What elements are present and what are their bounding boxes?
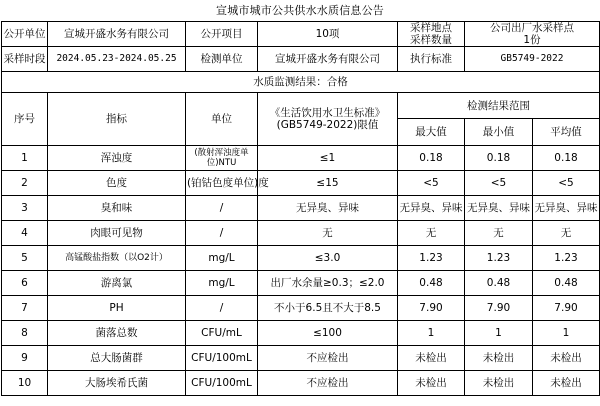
- header-indicator: 指标: [48, 93, 186, 146]
- header-avg: 平均值: [533, 119, 600, 146]
- row-seq: 9: [2, 346, 48, 371]
- row-avg: 0.18: [533, 146, 600, 171]
- header-limit-line2: (GB5749-2022)限值: [276, 119, 379, 131]
- row-max: 7.90: [398, 296, 465, 321]
- row-unit: /: [186, 296, 258, 321]
- row-seq: 1: [2, 146, 48, 171]
- row-min: 无: [465, 221, 533, 246]
- row-avg: 1: [533, 321, 600, 346]
- row-min: 0.18: [465, 146, 533, 171]
- row-seq: 7: [2, 296, 48, 321]
- row-avg: 未检出: [533, 346, 600, 371]
- row-limit: ≤100: [258, 321, 398, 346]
- row-avg: <5: [533, 171, 600, 196]
- row-indicator: 浑浊度: [48, 146, 186, 171]
- table-row: [2, 346, 600, 371]
- sample-label: [398, 22, 465, 47]
- table-row: [2, 196, 600, 221]
- row-indicator: 大肠埃希氏菌: [48, 371, 186, 396]
- row-min: 未检出: [465, 371, 533, 396]
- row-indicator: 菌落总数: [48, 321, 186, 346]
- row-min: 1.23: [465, 246, 533, 271]
- row-seq: 10: [2, 371, 48, 396]
- row-indicator: 臭和味: [48, 196, 186, 221]
- row-avg: 未检出: [533, 371, 600, 396]
- row-indicator: 游离氯: [48, 271, 186, 296]
- header-min: 最小值: [465, 119, 533, 146]
- header-range: 检测结果范围: [398, 93, 600, 119]
- row-limit: 不应检出: [258, 371, 398, 396]
- row-indicator: 色度: [48, 171, 186, 196]
- row-indicator: PH: [48, 296, 186, 321]
- row-max: 未检出: [398, 346, 465, 371]
- row-max: 0.18: [398, 146, 465, 171]
- row-max: 无异臭、异味: [398, 196, 465, 221]
- header-seq: 序号: [2, 93, 48, 146]
- header-limit: [258, 93, 398, 146]
- row-min: 无异臭、异味: [465, 196, 533, 221]
- row-avg: 无异臭、异味: [533, 196, 600, 221]
- project-value: 10项: [258, 22, 398, 47]
- row-seq: 6: [2, 271, 48, 296]
- row-seq: 5: [2, 246, 48, 271]
- row-max: 0.48: [398, 271, 465, 296]
- row-seq: 2: [2, 171, 48, 196]
- row-seq: 8: [2, 321, 48, 346]
- header-unit: 单位: [186, 93, 258, 146]
- row-avg: 无: [533, 221, 600, 246]
- row-limit: ≤1: [258, 146, 398, 171]
- table-row: [2, 221, 600, 246]
- header-limit-line1: 《生活饮用水卫生标准》: [269, 107, 386, 119]
- table-row: [2, 271, 600, 296]
- row-max: 无: [398, 221, 465, 246]
- row-avg: 1.23: [533, 246, 600, 271]
- row-limit: ≤3.0: [258, 246, 398, 271]
- row-limit: 不小于6.5且不大于8.5: [258, 296, 398, 321]
- period-label: 采样时段: [2, 47, 48, 72]
- result-text: 水质监测结果：合格: [2, 72, 600, 93]
- lab-value: 宣城开盛水务有限公司: [258, 47, 398, 72]
- row-avg: 0.48: [533, 271, 600, 296]
- table-row: [2, 371, 600, 396]
- sample-location-value: 公司出厂水采样点: [490, 22, 574, 34]
- row-limit: 无异臭、异味: [258, 196, 398, 221]
- row-limit: 无: [258, 221, 398, 246]
- row-avg: 7.90: [533, 296, 600, 321]
- table-row: [2, 246, 600, 271]
- period-value: 2024.05.23-2024.05.25: [48, 47, 186, 72]
- row-limit: 不应检出: [258, 346, 398, 371]
- result-row: [2, 72, 600, 93]
- row-unit: CFU/100mL: [186, 371, 258, 396]
- row-indicator: 肉眼可见物: [48, 221, 186, 246]
- sample-count-value: 1份: [523, 34, 541, 46]
- row-unit: (散射浑浊度单位)NTU: [186, 146, 258, 171]
- page-title: 宣城市城市公共供水水质信息公告: [216, 4, 384, 17]
- table-row: [2, 296, 600, 321]
- table-row: [2, 146, 600, 171]
- data-rows: [2, 146, 600, 396]
- row-max: 1: [398, 321, 465, 346]
- sample-value: [465, 22, 600, 47]
- row-indicator: 总大肠菌群: [48, 346, 186, 371]
- row-unit: CFU/mL: [186, 321, 258, 346]
- standard-label: 执行标准: [398, 47, 465, 72]
- info-row-1: [2, 22, 600, 47]
- header-max: 最大值: [398, 119, 465, 146]
- sample-count-label: 采样数量: [410, 34, 452, 46]
- row-seq: 4: [2, 221, 48, 246]
- sample-location-label: 采样地点: [410, 22, 452, 34]
- table-row: [2, 171, 600, 196]
- row-limit: ≤15: [258, 171, 398, 196]
- row-seq: 3: [2, 196, 48, 221]
- row-unit: (铂钴色度单位)度: [186, 171, 258, 196]
- notice-table: [1, 21, 600, 396]
- row-min: 未检出: [465, 346, 533, 371]
- lab-label: 检测单位: [186, 47, 258, 72]
- standard-value: GB5749-2022: [465, 47, 600, 72]
- row-max: 未检出: [398, 371, 465, 396]
- row-max: <5: [398, 171, 465, 196]
- row-indicator: 高锰酸盐指数（以O2计）: [48, 246, 186, 271]
- info-row-2: [2, 47, 600, 72]
- row-min: 1: [465, 321, 533, 346]
- row-unit: /: [186, 221, 258, 246]
- publisher-value: 宣城开盛水务有限公司: [48, 22, 186, 47]
- row-unit: /: [186, 196, 258, 221]
- row-unit: mg/L: [186, 271, 258, 296]
- row-unit: CFU/100mL: [186, 346, 258, 371]
- table-row: [2, 321, 600, 346]
- row-unit: mg/L: [186, 246, 258, 271]
- project-label: 公开项目: [186, 22, 258, 47]
- row-min: 0.48: [465, 271, 533, 296]
- row-max: 1.23: [398, 246, 465, 271]
- publisher-label: 公开单位: [2, 22, 48, 47]
- row-min: 7.90: [465, 296, 533, 321]
- row-limit: 出厂水余量≥0.3；≤2.0: [258, 271, 398, 296]
- header-row-1: [2, 93, 600, 119]
- row-min: <5: [465, 171, 533, 196]
